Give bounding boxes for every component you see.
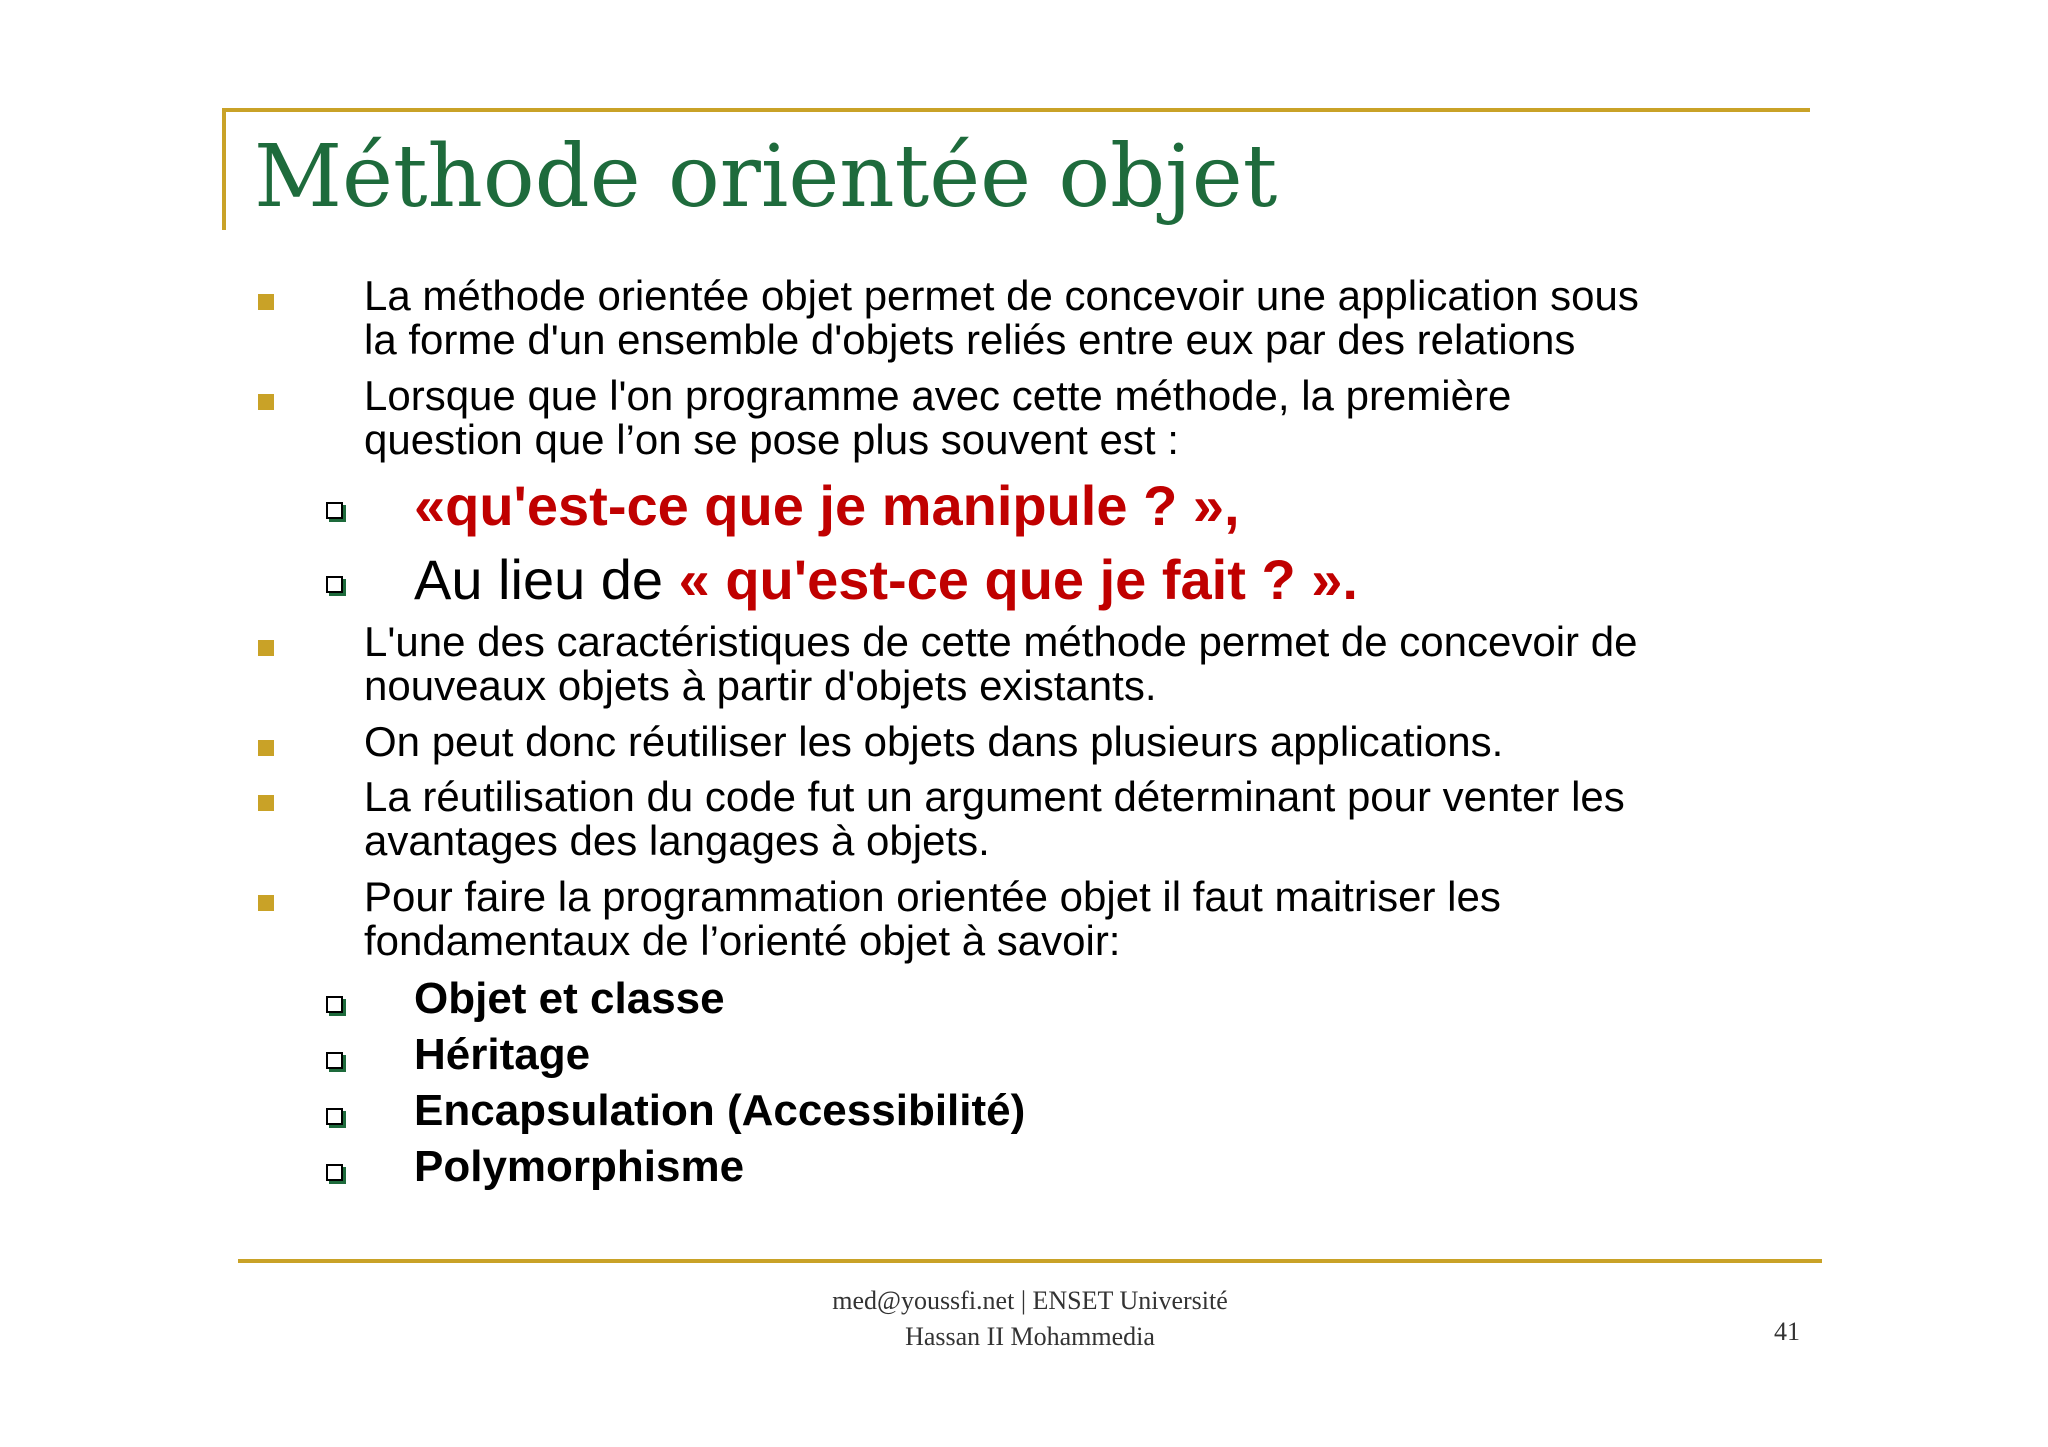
square-bullet-icon — [258, 795, 274, 811]
bullet-2-line-1: Lorsque que l'on programme avec cette méthode, la première — [364, 372, 1512, 419]
bullet-1-line-1: La méthode orientée objet permet de concevoir une application sous — [364, 272, 1639, 319]
footer-line-1: med@youssfi.net | ENSET Université — [832, 1286, 1228, 1315]
square-bullet-icon — [258, 740, 274, 756]
fundamental-item: Objet et classe — [414, 974, 725, 1023]
hollow-square-bullet-icon — [326, 1108, 343, 1125]
sub-question-fait-emphasis: « qu'est-ce que je fait ? ». — [678, 548, 1358, 611]
bullet-1-line-2: la forme d'un ensemble d'objets reliés entre eux par des relations — [364, 316, 1576, 363]
square-bullet-icon — [258, 294, 274, 310]
square-bullet-icon — [258, 640, 274, 656]
hollow-square-bullet-icon — [326, 502, 343, 519]
hollow-square-bullet-icon — [326, 1164, 343, 1181]
bullet-5-line-1: La réutilisation du code fut un argument déterminant pour venter les — [364, 773, 1625, 820]
square-bullet-icon — [258, 394, 274, 410]
hollow-square-bullet-icon — [326, 996, 343, 1013]
page-number: 41 — [1774, 1317, 1800, 1346]
bottom-rule — [238, 1259, 1822, 1263]
fundamental-item: Encapsulation (Accessibilité) — [414, 1086, 1026, 1135]
slide-title: Méthode orientée objet — [254, 127, 1278, 227]
bullet-2-line-2: question que l’on se pose plus souvent est : — [364, 416, 1179, 463]
hollow-square-bullet-icon — [326, 576, 343, 593]
left-rule — [222, 108, 226, 230]
bullet-4-line-1: On peut donc réutiliser les objets dans plusieurs applications. — [364, 718, 1504, 765]
square-bullet-icon — [258, 895, 274, 911]
fundamental-item: Polymorphisme — [414, 1142, 745, 1191]
footer — [770, 1283, 1290, 1355]
hollow-square-bullet-icon — [326, 1052, 343, 1069]
bullet-6-line-1: Pour faire la programmation orientée objet il faut maitriser les — [364, 873, 1501, 920]
sub-question-fait — [414, 550, 1358, 610]
sub-question-manipule: «qu'est-ce que je manipule ? », — [414, 474, 1240, 537]
top-rule — [222, 108, 1810, 112]
bullet-3-line-1: L'une des caractéristiques de cette méthode permet de concevoir de — [364, 618, 1638, 665]
sub-question-fait-prefix: Au lieu de — [414, 548, 679, 611]
fundamental-item: Héritage — [414, 1030, 591, 1079]
bullet-6-line-2: fondamentaux de l’orienté objet à savoir: — [364, 917, 1121, 964]
bullet-3-line-2: nouveaux objets à partir d'objets existants. — [364, 662, 1157, 709]
footer-line-2: Hassan II Mohammedia — [905, 1322, 1155, 1351]
bullet-5-line-2: avantages des langages à objets. — [364, 817, 990, 864]
